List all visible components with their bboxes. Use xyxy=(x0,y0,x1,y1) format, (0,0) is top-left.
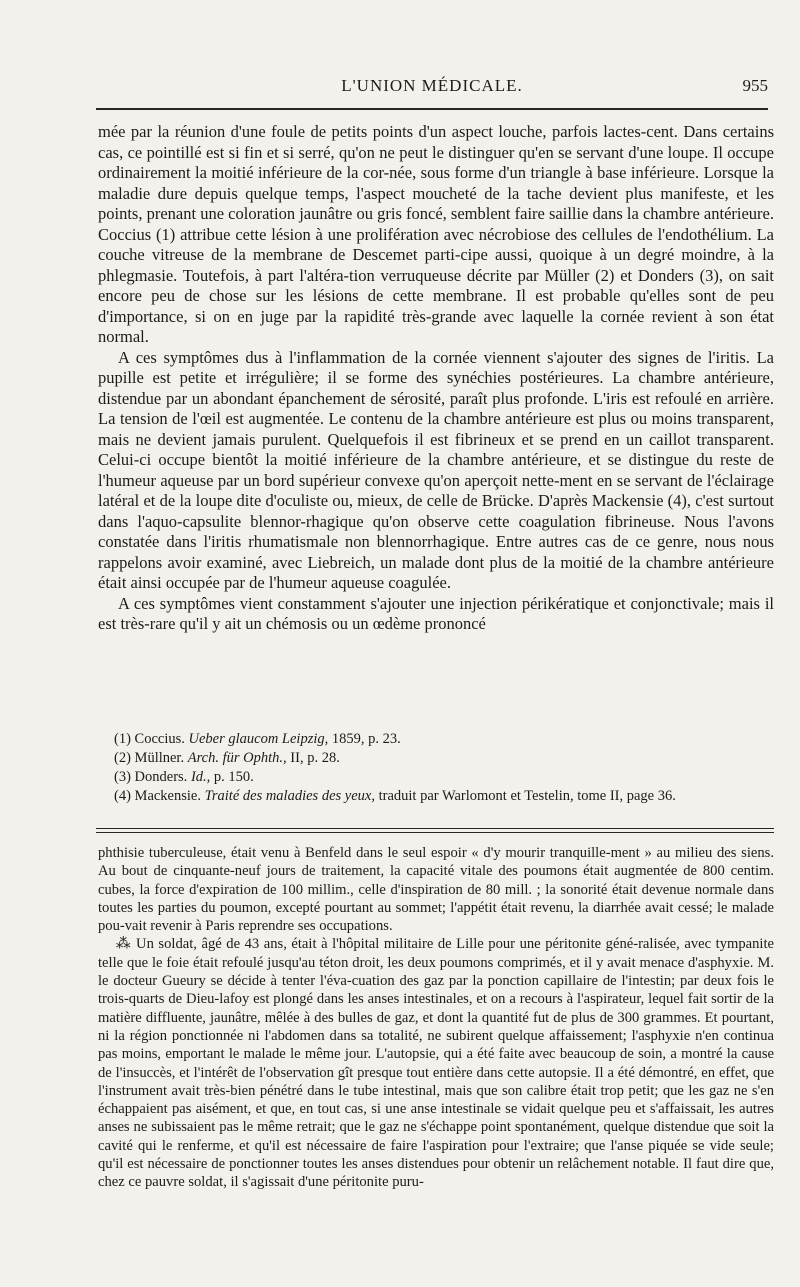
footnote xyxy=(98,730,774,749)
footnote xyxy=(98,768,774,787)
footnote-number: (2) xyxy=(114,750,131,766)
footnote-rest: 1859, p. 23. xyxy=(331,731,401,747)
footnote-number: (3) xyxy=(114,769,131,785)
footnote-rest: traduit par Warlomont et Testelin, tome II, page 36. xyxy=(378,788,676,804)
footnote-title: Arch. für Ophth., xyxy=(187,750,287,766)
footnote-number: (4) xyxy=(114,788,131,804)
paragraph: A ces symptômes vient constamment s'ajouter une injection périkératique et conjonctivale; mais il est très-rare qu'il y ait un chémosis ou un œdème prononcé xyxy=(98,593,774,633)
footnote-author: Donders. xyxy=(134,769,188,785)
header-rule xyxy=(96,108,768,110)
footnotes xyxy=(98,730,774,806)
page-header xyxy=(96,76,768,104)
section-divider xyxy=(96,828,774,833)
footnote xyxy=(98,787,774,806)
footnote-number: (1) xyxy=(114,731,131,747)
paragraph: ⁂ Un soldat, âgé de 43 ans, était à l'hôpital militaire de Lille pour une péritonite géné-ralisée, avec tympanite telle que le foie était refoulé jusqu'au téton droit, les deux poumons comprimés, et il y avait menace d'asphyxie. M. le docteur Gueury se décide à tenter l'éva-cuation des gaz par la ponction capillaire de l'intestin; par deux fois le trois-quarts de Dieu-lafoy est plongé dans les anses intestinales, et on a recours à l'aspirateur, lequel fait sortir de la matière diffluente, jaunâtre, mêlée à des bulles de gaz, et dont la quantité fut de plus de 300 grammes. Et pourtant, ni la région ponctionnée ni l'abdomen dans sa totalité, ne subirent quelque affaissement; l'asphyxie n'en continua pas moins, emportant le malade le même jour. L'autopsie, qui a été faite avec beaucoup de soin, a montré la cause de l'insuccès, et l'intérêt de l'observation gît presque tout entière dans cette autopsie. Il a été démontré, en effet, que l'instrument avait très-bien pénétré dans le tube intestinal, mais que son calibre était trop petit; que les gaz ne s'en échappaient pas aisément, et que, en tout cas, si une anse intestinale se vidait quelque peu et s'affaissait, les autres anses ne subissaient pas le même retrait; que le gaz ne s'échappe point spontanément, quelque distendue que soit la cavité qui le renferme, et qu'il est nécessaire de faire l'aspiration pour l'extraire; que l'anse piquée se vide seule; qu'il est nécessaire de ponctionner toutes les anses distendues pour obtenir un relâchement notable. Il faut dire que, chez ce pauvre soldat, il s'agissait d'une péritonite puru- xyxy=(98,936,774,1191)
footnote-author: Müllner. xyxy=(134,750,185,766)
paragraph: phthisie tuberculeuse, était venu à Benfeld dans le seul espoir « d'y mourir tranquille-ment » au milieu des siens. Au bout de cinquante-neuf jours de traitement, la capacité vitale des poumons était augmentée de 800 centim. cubes, la force d'expiration de 100 millim., celle d'inspiration de 80 mill. ; la sonorité était devenue normale dans toutes les parties du poumon, excepté pourtant au sommet; l'appétit était revenu, la diarrhée avait cessé; le malade pou-vait revenir à Paris reprendre ses occupations. xyxy=(98,845,774,935)
paragraph: A ces symptômes dus à l'inflammation de la cornée viennent s'ajouter des signes de l'iritis. La pupille est petite et irrégulière; il se forme des synéchies postérieures. La chambre antérieure, distendue par un abondant épanchement de sérosité, paraît plus profonde. L'iris est refoulé en arrière. La tension de l'œil est augmentée. Le contenu de la chambre antérieure est plus ou moins transparent, mais ne devient jamais purulent. Quelquefois il est fibrineux et se prend en un caillot transparent. Celui-ci occupe bientôt la moitié inférieure de la chambre antérieure, et se distingue du reste de l'humeur aqueuse par un bord supérieur convexe qu'on aperçoit nette-ment en se servant de l'éclairage latéral et de la loupe dite d'oculiste ou, mieux, de celle de Brücke. D'après Mackensie (4), c'est surtout dans l'aquo-capsulite blennor-rhagique qu'on observe cette coagulation fibrineuse. Nous l'avons constatée dans l'iritis rhumatismale non blennorrhagique. Entre autres cas de ce genre, nous nous rappelons avoir examiné, avec Liebreich, un malade dont plus de la moitié de la chambre antérieure était ainsi occupée par de l'humeur aqueuse coagulée. xyxy=(98,347,774,592)
page-number: 955 xyxy=(742,76,768,95)
footnote-rest: II, p. 28. xyxy=(290,750,340,766)
footnote-author: Coccius. xyxy=(134,731,185,747)
main-text xyxy=(98,122,774,635)
footnote-title: Ueber glaucom Leipzig, xyxy=(188,731,329,747)
footnote xyxy=(98,749,774,768)
paragraph: mée par la réunion d'une foule de petits points d'un aspect louche, parfois lactes-cent. Dans certains cas, ce pointillé est si fin et si serré, qu'on ne peut le distinguer qu'en se servant d'une loupe. Il occupe ordinairement la moitié inférieure de la cor-née, sous forme d'un triangle à base inférieure. Lorsque la maladie dure depuis quelque temps, l'aspect moucheté de la tache devient plus manifeste, et les points, prenant une coloration jaunâtre ou gris foncé, semblent faire saillie dans la chambre antérieure. Coccius (1) attribue cette lésion à une prolifération avec nécrobiose des cellules de l'endothélium. La couche vitreuse de la membrane de Descemet parti-cipe aussi, quoique à un degré moindre, à la phlegmasie. Toutefois, à part l'altéra-tion verruqueuse décrite par Müller (2) et Donders (3), on sait encore peu de chose sur les lésions de cette membrane. Il est probable qu'elles sont de peu d'importance, si on en juge par la rapidité très-grande avec laquelle la cornée revient à son état normal. xyxy=(98,122,774,346)
footnote-title: Traité des maladies des yeux, xyxy=(204,788,375,804)
running-title: L'UNION MÉDICALE. xyxy=(341,76,523,95)
second-column-text xyxy=(98,844,774,1192)
footnote-title: Id., xyxy=(190,769,211,785)
footnote-author: Mackensie. xyxy=(134,788,201,804)
footnote-rest: p. 150. xyxy=(213,769,254,785)
